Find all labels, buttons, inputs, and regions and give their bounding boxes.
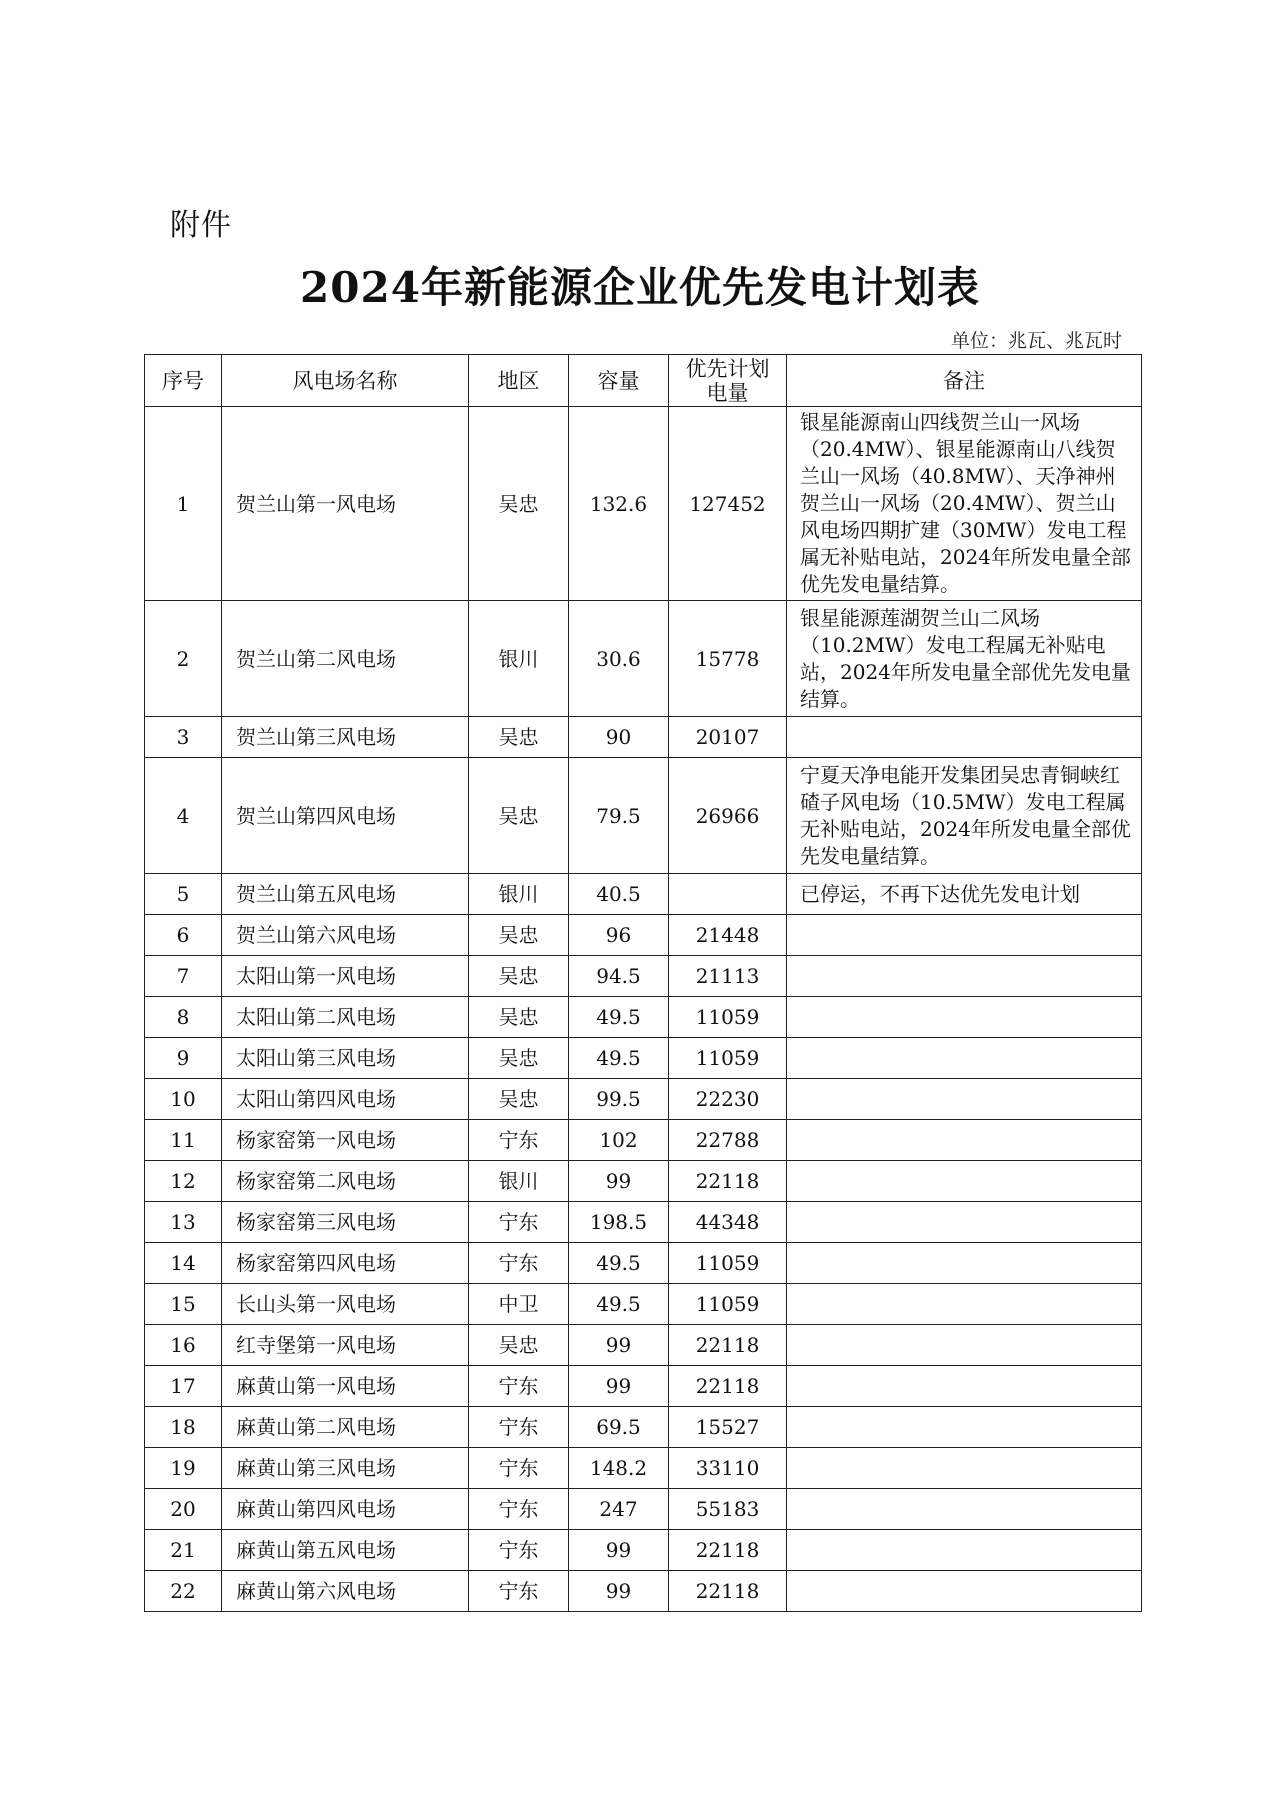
cell-region: 宁东 [469, 1243, 569, 1284]
table-header-row [145, 355, 1142, 407]
cell-note [787, 1407, 1142, 1448]
cell-note [787, 1489, 1142, 1530]
table-row [145, 717, 1142, 758]
cell-region: 吴忠 [469, 717, 569, 758]
cell-note [787, 1243, 1142, 1284]
cell-plan: 22118 [669, 1530, 787, 1571]
cell-seq: 9 [145, 1038, 222, 1079]
cell-capacity: 49.5 [569, 997, 669, 1038]
cell-note [787, 915, 1142, 956]
table-row [145, 1038, 1142, 1079]
cell-capacity: 99.5 [569, 1079, 669, 1120]
cell-note [787, 997, 1142, 1038]
cell-region: 吴忠 [469, 758, 569, 874]
cell-seq: 4 [145, 758, 222, 874]
cell-note: 银星能源莲湖贺兰山二风场（10.2MW）发电工程属无补贴电站，2024年所发电量全部优先发电量结算。 [787, 601, 1142, 717]
cell-name: 麻黄山第二风电场 [222, 1407, 469, 1448]
cell-capacity: 49.5 [569, 1284, 669, 1325]
table-row [145, 1571, 1142, 1612]
cell-plan: 21113 [669, 956, 787, 997]
cell-name: 杨家窑第一风电场 [222, 1120, 469, 1161]
cell-note [787, 956, 1142, 997]
header-region: 地区 [469, 355, 569, 407]
cell-plan: 11059 [669, 1284, 787, 1325]
cell-note [787, 1571, 1142, 1612]
cell-name: 贺兰山第六风电场 [222, 915, 469, 956]
cell-seq: 18 [145, 1407, 222, 1448]
cell-note [787, 1079, 1142, 1120]
cell-seq: 22 [145, 1571, 222, 1612]
cell-plan: 26966 [669, 758, 787, 874]
header-capacity: 容量 [569, 355, 669, 407]
cell-name: 麻黄山第三风电场 [222, 1448, 469, 1489]
header-plan [669, 355, 787, 407]
cell-name: 杨家窑第三风电场 [222, 1202, 469, 1243]
cell-note: 银星能源南山四线贺兰山一风场（20.4MW）、银星能源南山八线贺兰山一风场（40.8MW）、天净神州贺兰山一风场（20.4MW）、贺兰山风电场四期扩建（30MW）发电工程属无补贴电站，2024年所发电量全部优先发电量结算。 [787, 407, 1142, 601]
cell-region: 吴忠 [469, 407, 569, 601]
cell-capacity: 99 [569, 1366, 669, 1407]
table-row [145, 1448, 1142, 1489]
table-row [145, 601, 1142, 717]
cell-seq: 15 [145, 1284, 222, 1325]
cell-plan: 127452 [669, 407, 787, 601]
cell-region: 吴忠 [469, 956, 569, 997]
cell-note [787, 1120, 1142, 1161]
cell-region: 吴忠 [469, 1038, 569, 1079]
cell-region: 银川 [469, 874, 569, 915]
cell-name: 麻黄山第一风电场 [222, 1366, 469, 1407]
cell-plan: 55183 [669, 1489, 787, 1530]
cell-region: 宁东 [469, 1366, 569, 1407]
cell-capacity: 132.6 [569, 407, 669, 601]
table-row [145, 1284, 1142, 1325]
table-row [145, 1120, 1142, 1161]
cell-plan: 44348 [669, 1202, 787, 1243]
power-plan-table [144, 354, 1142, 1612]
table-body [145, 407, 1142, 1612]
cell-name: 贺兰山第一风电场 [222, 407, 469, 601]
cell-plan: 22118 [669, 1161, 787, 1202]
cell-note: 宁夏天净电能开发集团吴忠青铜峡红碴子风电场（10.5MW）发电工程属无补贴电站，2024年所发电量全部优先发电量结算。 [787, 758, 1142, 874]
cell-note [787, 1038, 1142, 1079]
cell-seq: 1 [145, 407, 222, 601]
cell-name: 太阳山第二风电场 [222, 997, 469, 1038]
cell-seq: 5 [145, 874, 222, 915]
cell-seq: 10 [145, 1079, 222, 1120]
cell-name: 长山头第一风电场 [222, 1284, 469, 1325]
cell-region: 宁东 [469, 1571, 569, 1612]
header-plan-line1: 优先计划 [685, 356, 770, 381]
cell-name: 太阳山第四风电场 [222, 1079, 469, 1120]
header-name: 风电场名称 [222, 355, 469, 407]
cell-capacity: 90 [569, 717, 669, 758]
cell-capacity: 99 [569, 1325, 669, 1366]
cell-note [787, 1366, 1142, 1407]
cell-seq: 17 [145, 1366, 222, 1407]
cell-capacity: 79.5 [569, 758, 669, 874]
cell-note [787, 1284, 1142, 1325]
cell-capacity: 99 [569, 1571, 669, 1612]
cell-name: 麻黄山第五风电场 [222, 1530, 469, 1571]
cell-capacity: 69.5 [569, 1407, 669, 1448]
cell-name: 麻黄山第六风电场 [222, 1571, 469, 1612]
table-row [145, 1243, 1142, 1284]
cell-name: 贺兰山第五风电场 [222, 874, 469, 915]
cell-region: 银川 [469, 601, 569, 717]
cell-capacity: 94.5 [569, 956, 669, 997]
cell-plan: 22118 [669, 1325, 787, 1366]
cell-capacity: 49.5 [569, 1243, 669, 1284]
cell-plan: 22788 [669, 1120, 787, 1161]
header-seq: 序号 [145, 355, 222, 407]
cell-region: 宁东 [469, 1448, 569, 1489]
cell-region: 吴忠 [469, 1325, 569, 1366]
cell-seq: 19 [145, 1448, 222, 1489]
cell-plan: 11059 [669, 1243, 787, 1284]
table-row [145, 407, 1142, 601]
cell-region: 宁东 [469, 1202, 569, 1243]
cell-seq: 7 [145, 956, 222, 997]
cell-plan: 11059 [669, 997, 787, 1038]
cell-name: 麻黄山第四风电场 [222, 1489, 469, 1530]
cell-capacity: 49.5 [569, 1038, 669, 1079]
cell-region: 吴忠 [469, 1079, 569, 1120]
table-row [145, 1530, 1142, 1571]
cell-note [787, 717, 1142, 758]
cell-capacity: 40.5 [569, 874, 669, 915]
cell-region: 中卫 [469, 1284, 569, 1325]
cell-seq: 13 [145, 1202, 222, 1243]
table-row [145, 1489, 1142, 1530]
table-row [145, 956, 1142, 997]
cell-note [787, 1530, 1142, 1571]
cell-region: 宁东 [469, 1120, 569, 1161]
cell-note: 已停运，不再下达优先发电计划 [787, 874, 1142, 915]
cell-seq: 20 [145, 1489, 222, 1530]
cell-name: 贺兰山第二风电场 [222, 601, 469, 717]
unit-label: 单位：兆瓦、兆瓦时 [950, 330, 1122, 352]
table-row [145, 1407, 1142, 1448]
cell-name: 杨家窑第二风电场 [222, 1161, 469, 1202]
table-row [145, 1325, 1142, 1366]
cell-capacity: 99 [569, 1530, 669, 1571]
cell-name: 贺兰山第四风电场 [222, 758, 469, 874]
cell-note [787, 1161, 1142, 1202]
cell-seq: 12 [145, 1161, 222, 1202]
table-row [145, 874, 1142, 915]
cell-region: 吴忠 [469, 915, 569, 956]
cell-region: 宁东 [469, 1489, 569, 1530]
cell-plan: 21448 [669, 915, 787, 956]
table-row [145, 997, 1142, 1038]
cell-plan: 22118 [669, 1571, 787, 1612]
table-row [145, 1079, 1142, 1120]
cell-region: 宁东 [469, 1530, 569, 1571]
table-row [145, 1366, 1142, 1407]
cell-capacity: 99 [569, 1161, 669, 1202]
cell-seq: 21 [145, 1530, 222, 1571]
cell-seq: 14 [145, 1243, 222, 1284]
cell-seq: 8 [145, 997, 222, 1038]
cell-capacity: 30.6 [569, 601, 669, 717]
cell-note [787, 1325, 1142, 1366]
cell-name: 太阳山第三风电场 [222, 1038, 469, 1079]
cell-plan: 22230 [669, 1079, 787, 1120]
table-row [145, 1202, 1142, 1243]
cell-seq: 16 [145, 1325, 222, 1366]
cell-plan [669, 874, 787, 915]
cell-capacity: 148.2 [569, 1448, 669, 1489]
header-note: 备注 [787, 355, 1142, 407]
cell-note [787, 1448, 1142, 1489]
cell-name: 红寺堡第一风电场 [222, 1325, 469, 1366]
cell-region: 银川 [469, 1161, 569, 1202]
cell-seq: 11 [145, 1120, 222, 1161]
cell-region: 吴忠 [469, 997, 569, 1038]
cell-plan: 11059 [669, 1038, 787, 1079]
cell-plan: 22118 [669, 1366, 787, 1407]
cell-seq: 3 [145, 717, 222, 758]
cell-name: 太阳山第一风电场 [222, 956, 469, 997]
table-row [145, 915, 1142, 956]
cell-seq: 6 [145, 915, 222, 956]
cell-name: 贺兰山第三风电场 [222, 717, 469, 758]
attachment-label: 附件 [170, 208, 232, 243]
page-title: 2024年新能源企业优先发电计划表 [300, 263, 980, 312]
cell-plan: 15778 [669, 601, 787, 717]
cell-capacity: 198.5 [569, 1202, 669, 1243]
cell-note [787, 1202, 1142, 1243]
cell-plan: 20107 [669, 717, 787, 758]
cell-capacity: 96 [569, 915, 669, 956]
cell-region: 宁东 [469, 1407, 569, 1448]
table-row [145, 1161, 1142, 1202]
cell-name: 杨家窑第四风电场 [222, 1243, 469, 1284]
header-plan-line2: 电量 [706, 380, 749, 405]
cell-plan: 33110 [669, 1448, 787, 1489]
cell-capacity: 247 [569, 1489, 669, 1530]
table-row [145, 758, 1142, 874]
cell-capacity: 102 [569, 1120, 669, 1161]
cell-plan: 15527 [669, 1407, 787, 1448]
cell-seq: 2 [145, 601, 222, 717]
